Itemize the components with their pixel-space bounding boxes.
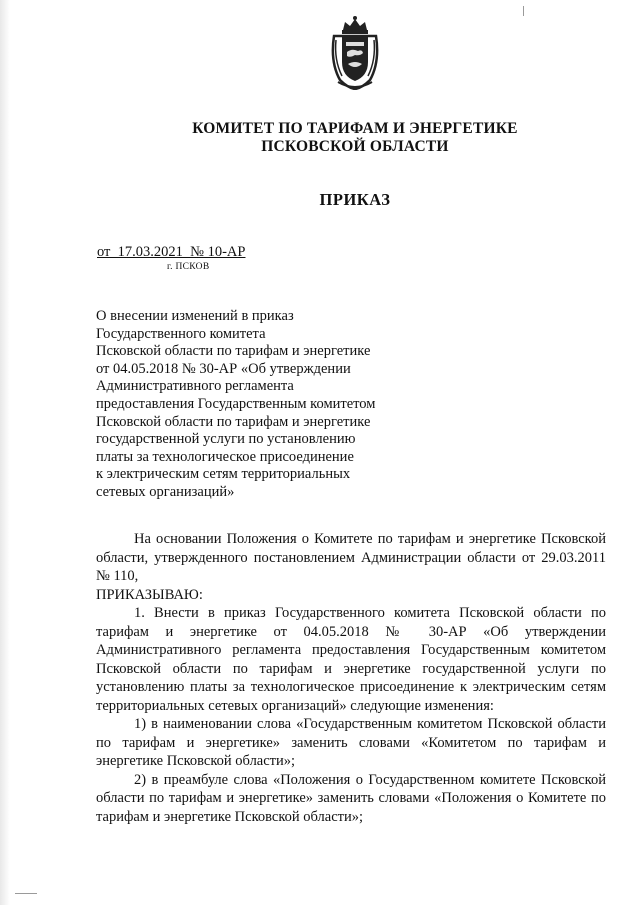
subject-line: платы за технологическое присоединение	[96, 448, 354, 465]
document-date-number: от 17.03.2021 № 10-АР	[97, 244, 246, 260]
subject-line: Псковской области по тарифам и энергетике	[96, 343, 371, 360]
scan-speck	[15, 893, 37, 894]
scan-edge	[0, 0, 10, 905]
subject-line: Административного регламента	[96, 378, 294, 395]
item-1-paragraph: 1. Внести в приказ Государственного комитета Псковской области по тарифам и энергетике от 04.05.2018 № 30-АР «Об утверждении Административного регламента предоставления Государственным комитетом Псковской области по тарифам и энергетике государственной услуги по установлению платы за технологическое присоединение к электрическим сетям территориальных сетевых организаций» следующие изменения:	[96, 605, 606, 714]
document-title: ПРИКАЗ	[319, 190, 391, 209]
subject-line: сетевых организаций»	[96, 483, 235, 500]
subject-line: к электрическим сетям территориальных	[96, 466, 351, 483]
subject-line: государственной услуги по установлению	[96, 431, 356, 448]
scan-speck	[523, 6, 524, 16]
subject-line: Государственного комитета	[96, 325, 266, 342]
subject-line: предоставления Государственным комитетом	[96, 395, 376, 412]
item-1-1-paragraph: 1) в наименовании слова «Государственным комитетом Псковской области по тарифам и энергетике» заменить словами «Комитетом по тарифам и энергетике Псковской области»;	[96, 716, 606, 769]
order-word: ПРИКАЗЫВАЮ:	[96, 586, 203, 603]
document-subject	[96, 308, 426, 502]
item-1-2-paragraph: 2) в преамбуле слова «Положения о Государственном комитете Псковской области по тарифам и энергетике» заменить словами «Положения о Комитете по тарифам и энергетике Псковской области»;	[96, 771, 606, 825]
organization-name-line1: КОМИТЕТ ПО ТАРИФАМ И ЭНЕРГЕТИКЕ	[192, 120, 518, 137]
organization-name-line2: ПСКОВСКОЙ ОБЛАСТИ	[261, 138, 449, 155]
subject-line: О внесении изменений в приказ	[96, 308, 294, 324]
subject-line: от 04.05.2018 № 30-АР «Об утверждении	[96, 360, 351, 377]
subject-line: Псковской области по тарифам и энергетике	[96, 413, 371, 430]
document-place: г. ПСКОВ	[167, 262, 210, 272]
basis-paragraph: На основании Положения о Комитете по тарифам и энергетике Псковской области, утвержденного постановлением Администрации области от 29.03.2011 № 110,	[96, 531, 606, 584]
pskov-coat-of-arms-icon	[326, 14, 384, 90]
document-body	[96, 530, 606, 826]
